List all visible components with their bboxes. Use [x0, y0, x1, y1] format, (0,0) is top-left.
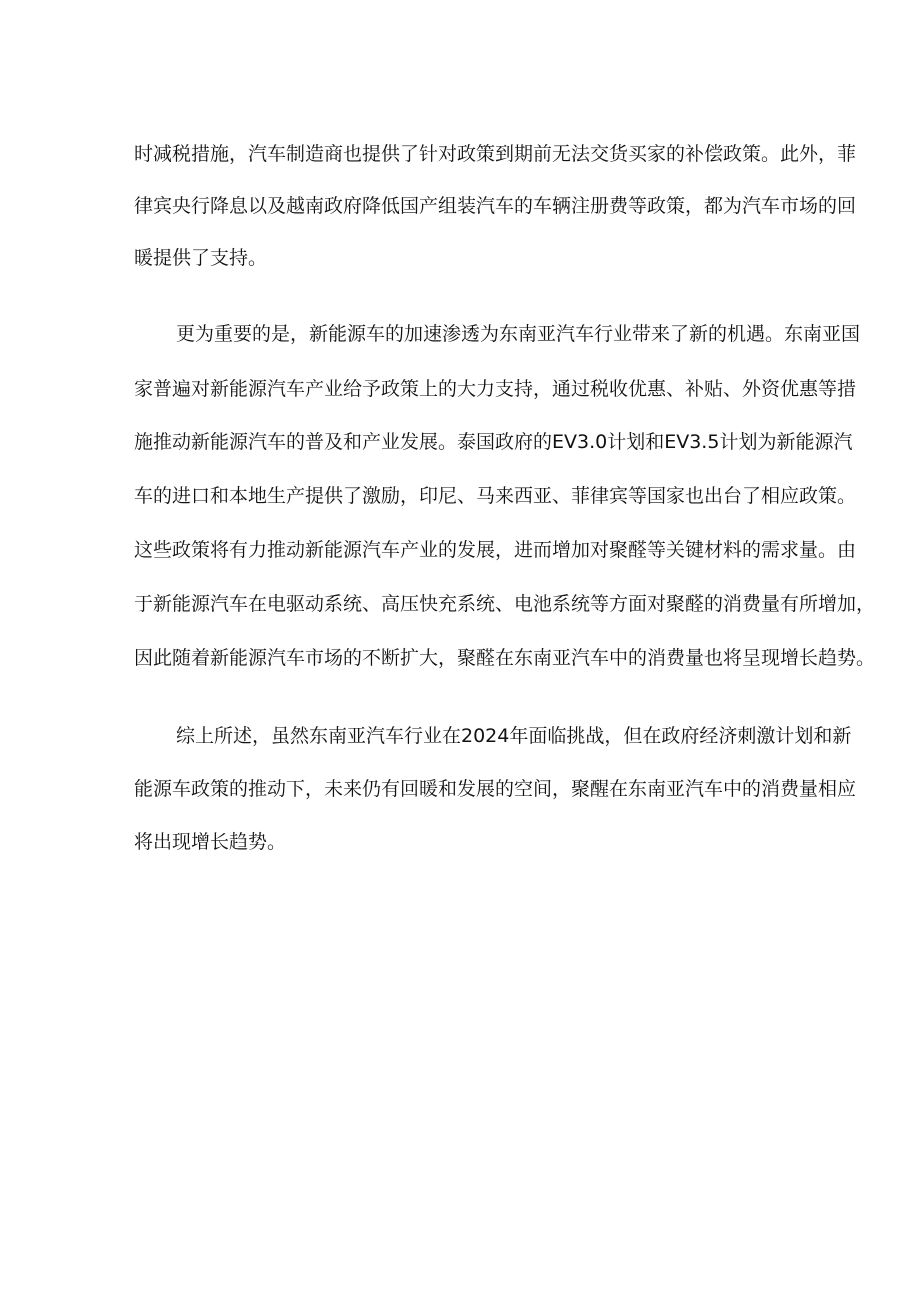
paragraph-2-line-2: 家普遍对新能源汽车产业给予政策上的大力支持，通过税收优惠、补贴、外资优惠等措	[134, 378, 857, 400]
paragraph-2-line-5: 这些政策将有力推动新能源汽车产业的发展，进而增加对聚醛等关键材料的需求量。由	[134, 539, 857, 561]
paragraph-3-line-2: 能源车政策的推动下，未来仍有回暖和发展的空间，聚醒在东南亚汽车中的消费量相应	[134, 778, 857, 800]
paragraph-2-line-7: 因此随着新能源汽车市场的不断扩大，聚醛在东南亚汽车中的消费量也将呈现增长趋势。	[134, 647, 876, 669]
paragraph-2-line-6: 于新能源汽车在电驱动系统、高压快充系统、电池系统等方面对聚醛的消费量有所增加，	[134, 593, 876, 615]
paragraph-3-line-3: 将出现增长趋势。	[134, 831, 287, 853]
paragraph-1-line-2: 律宾央行降息以及越南政府降低国产组装汽车的车辆注册费等政策，都为汽车市场的回	[134, 195, 857, 217]
paragraph-2-line-1: 更为重要的是，新能源车的加速渗透为东南亚汽车行业带来了新的机遇。东南亚国	[176, 323, 861, 345]
paragraph-1-line-1: 时减税措施，汽车制造商也提供了针对政策到期前无法交货买家的补偿政策。此外，菲	[134, 143, 857, 165]
paragraph-2-line-4: 车的进口和本地生产提供了激励，印尼、马来西亚、菲律宾等国家也出台了相应政策。	[134, 485, 857, 507]
paragraph-1-line-3: 暖提供了支持。	[134, 247, 268, 269]
paragraph-2-line-3: 施推动新能源汽车的普及和产业发展。泰国政府的EV3.0计划和EV3.5计划为新能源汽	[134, 431, 853, 453]
paragraph-3-line-1: 综上所述，虽然东南亚汽车行业在2024年面临挑战，但在政府经济刺激计划和新	[176, 725, 852, 747]
